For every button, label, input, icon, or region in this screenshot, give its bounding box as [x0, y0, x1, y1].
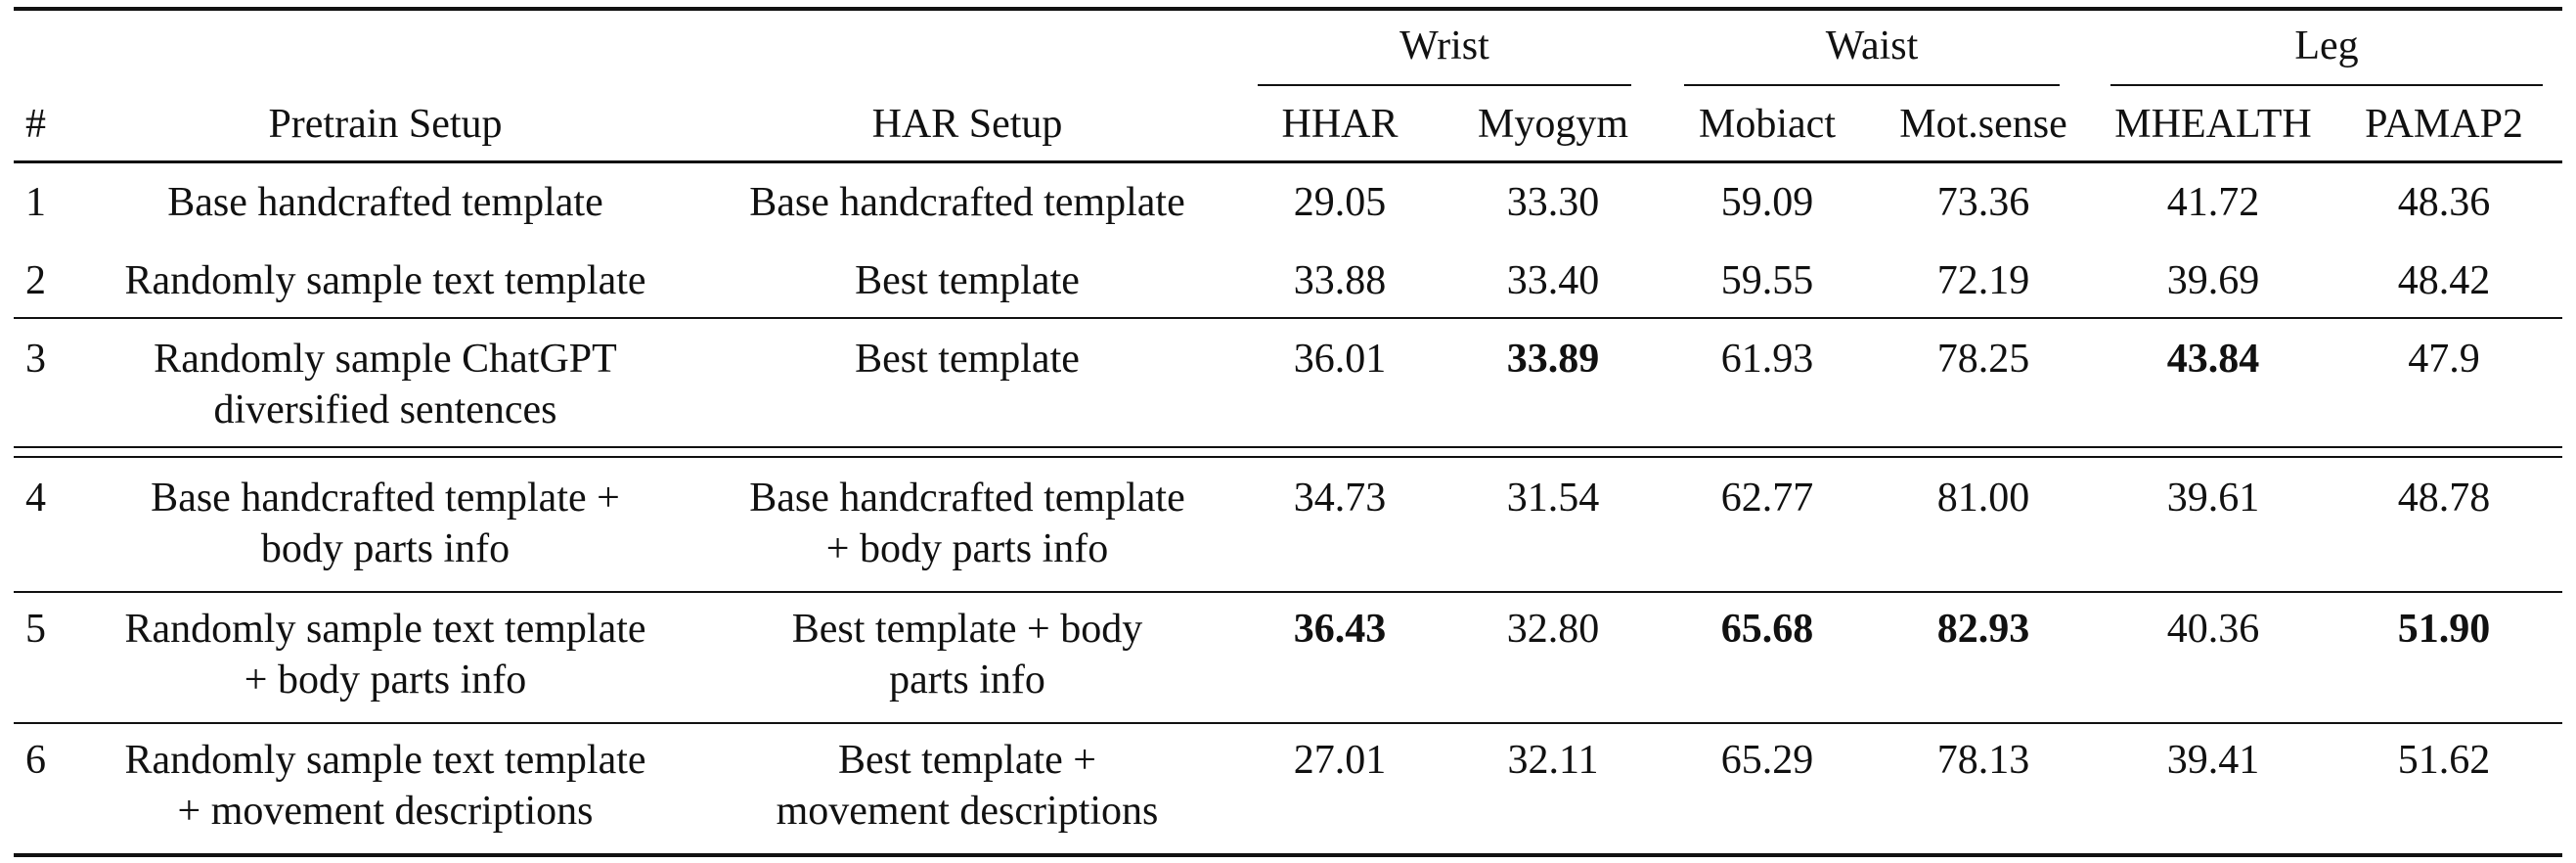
score-mhealth: 39.61 — [2166, 476, 2260, 521]
score-myogym: 33.40 — [1506, 258, 1600, 303]
har-setup-cell: Best template + — [838, 738, 1096, 783]
pretrain-setup-cell: Base handcrafted template — [167, 180, 603, 225]
row-number: 2 — [25, 258, 46, 303]
score-pamap2: 51.62 — [2397, 738, 2491, 783]
score-myogym: 32.80 — [1506, 607, 1600, 652]
col-header-hhar: HHAR — [1281, 102, 1399, 147]
score-hhar: 27.01 — [1293, 738, 1387, 783]
har-setup-cell: + body parts info — [825, 526, 1109, 571]
col-header-har: HAR Setup — [871, 102, 1063, 147]
row-number: 5 — [25, 607, 46, 652]
har-setup-cell: Best template + body — [791, 607, 1143, 652]
har-setup-cell: parts info — [889, 658, 1045, 703]
score-motsense: 72.19 — [1936, 258, 2030, 303]
col-header-mhealth: MHEALTH — [2114, 102, 2312, 147]
score-pamap2: 48.36 — [2397, 180, 2491, 225]
col-header-myogym: Myogym — [1477, 102, 1629, 147]
pretrain-setup-cell: diversified sentences — [213, 387, 557, 432]
score-mobiact: 62.77 — [1720, 476, 1814, 521]
col-header-mobiact: Mobiact — [1699, 102, 1836, 147]
waist-group-rule — [1684, 84, 2060, 86]
score-hhar: 29.05 — [1293, 180, 1387, 225]
score-mhealth: 43.84 — [2166, 337, 2260, 382]
col-header-pretrain: Pretrain Setup — [268, 102, 503, 147]
row-rule-5-6 — [14, 722, 2562, 724]
double-rule-lower — [14, 456, 2562, 458]
row-number: 6 — [25, 738, 46, 783]
score-hhar: 36.43 — [1293, 607, 1387, 652]
pretrain-setup-cell: Randomly sample ChatGPT — [154, 337, 617, 382]
score-pamap2: 47.9 — [2408, 337, 2480, 382]
row-number: 3 — [25, 337, 46, 382]
row-rule-2-3 — [14, 317, 2562, 319]
pretrain-setup-cell: body parts info — [260, 526, 511, 571]
score-myogym: 31.54 — [1506, 476, 1600, 521]
score-hhar: 36.01 — [1293, 337, 1387, 382]
score-mobiact: 65.29 — [1720, 738, 1814, 783]
score-mobiact: 59.55 — [1720, 258, 1814, 303]
score-mhealth: 40.36 — [2166, 607, 2260, 652]
pretrain-setup-cell: + body parts info — [244, 658, 527, 703]
score-motsense: 78.25 — [1936, 337, 2030, 382]
group-header-waist: Waist — [1825, 23, 1919, 68]
pretrain-setup-cell: Randomly sample text template — [124, 258, 646, 303]
score-motsense: 81.00 — [1936, 476, 2030, 521]
score-myogym: 33.89 — [1506, 337, 1600, 382]
col-header-num: # — [25, 102, 46, 147]
score-pamap2: 48.78 — [2397, 476, 2491, 521]
har-setup-cell: Base handcrafted template — [749, 180, 1185, 225]
score-mhealth: 39.69 — [2166, 258, 2260, 303]
har-setup-cell: Best template — [855, 337, 1080, 382]
score-hhar: 33.88 — [1293, 258, 1387, 303]
score-pamap2: 48.42 — [2397, 258, 2491, 303]
pretrain-setup-cell: Randomly sample text template — [124, 738, 646, 783]
har-setup-cell: movement descriptions — [776, 789, 1159, 834]
score-mobiact: 61.93 — [1720, 337, 1814, 382]
table-bottom-rule — [14, 853, 2562, 857]
score-pamap2: 51.90 — [2397, 607, 2491, 652]
score-motsense: 82.93 — [1936, 607, 2030, 652]
score-myogym: 33.30 — [1506, 180, 1600, 225]
har-setup-cell: Best template — [855, 258, 1080, 303]
pretrain-setup-cell: Base handcrafted template + — [151, 476, 620, 521]
group-header-wrist: Wrist — [1399, 23, 1489, 68]
double-rule-upper — [14, 446, 2562, 448]
wrist-group-rule — [1258, 84, 1631, 86]
score-motsense: 73.36 — [1936, 180, 2030, 225]
table-top-rule — [14, 7, 2562, 11]
row-number: 4 — [25, 476, 46, 521]
row-number: 1 — [25, 180, 46, 225]
score-mobiact: 59.09 — [1720, 180, 1814, 225]
pretrain-setup-cell: Randomly sample text template — [124, 607, 646, 652]
group-header-leg: Leg — [2294, 23, 2359, 68]
score-motsense: 78.13 — [1936, 738, 2030, 783]
score-mobiact: 65.68 — [1720, 607, 1814, 652]
score-mhealth: 41.72 — [2166, 180, 2260, 225]
col-header-pamap2: PAMAP2 — [2365, 102, 2523, 147]
score-myogym: 32.11 — [1507, 738, 1599, 783]
har-setup-cell: Base handcrafted template — [749, 476, 1185, 521]
pretrain-setup-cell: + movement descriptions — [177, 789, 594, 834]
row-rule-4-5 — [14, 591, 2562, 593]
header-bottom-rule — [14, 160, 2562, 163]
score-hhar: 34.73 — [1293, 476, 1387, 521]
leg-group-rule — [2110, 84, 2543, 86]
col-header-motsense: Mot.sense — [1899, 102, 2067, 147]
score-mhealth: 39.41 — [2166, 738, 2260, 783]
